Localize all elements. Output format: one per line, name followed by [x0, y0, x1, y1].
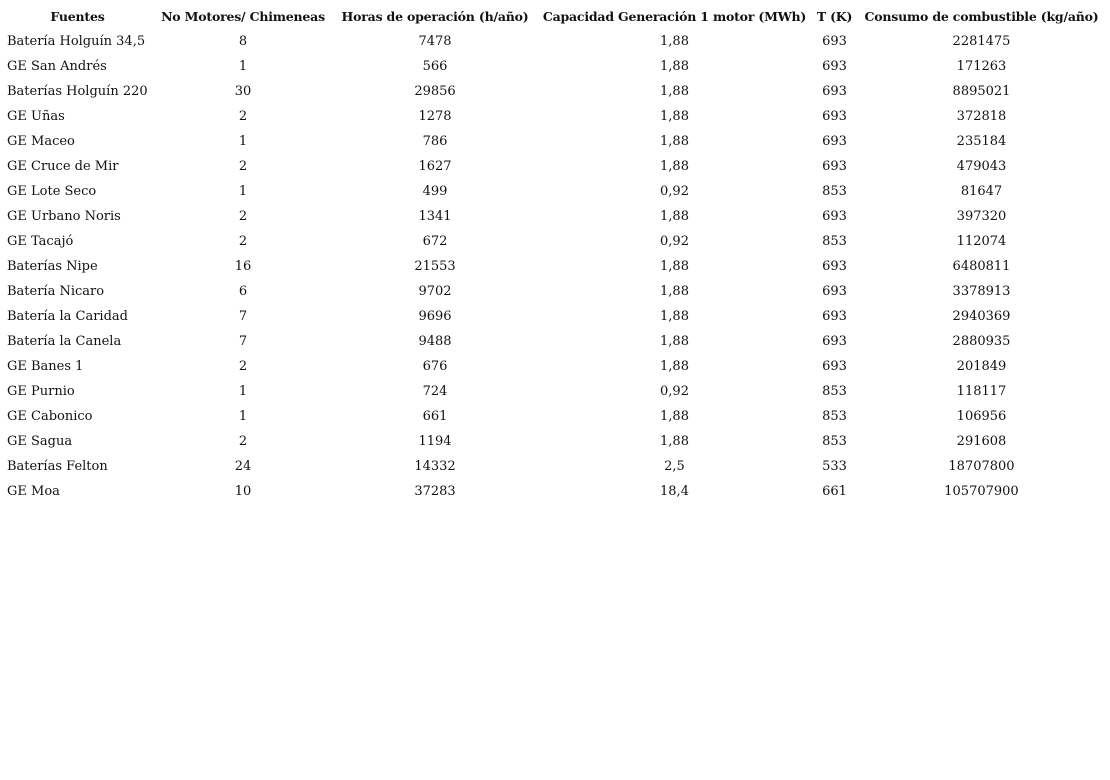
capacidad-cell: 1,88 — [660, 309, 689, 324]
fuente-cell: GE Uñas — [7, 109, 65, 124]
table-row — [3, 104, 1107, 129]
consumo-cell: 171263 — [956, 59, 1007, 74]
horas-cell: 566 — [422, 59, 448, 74]
fuente-cell: GE Cabonico — [7, 409, 93, 424]
motores-cell: 1 — [238, 134, 248, 149]
fuente-cell: Batería la Canela — [7, 334, 122, 349]
horas-cell: 1194 — [418, 434, 452, 449]
table-row — [3, 154, 1107, 179]
header-consumo: Consumo de combustible (kg/año) — [864, 9, 1099, 24]
capacidad-cell: 1,88 — [660, 84, 689, 99]
header-horas: Horas de operación (h/año) — [341, 9, 529, 24]
table-row — [3, 454, 1107, 479]
table-row — [3, 379, 1107, 404]
fuente-cell: GE Urbano Noris — [7, 209, 121, 224]
capacidad-cell: 1,88 — [660, 359, 689, 374]
temperatura-cell: 853 — [822, 234, 847, 249]
motores-cell: 1 — [238, 384, 248, 399]
temperatura-cell: 693 — [822, 259, 847, 274]
capacidad-cell: 2,5 — [664, 459, 685, 474]
capacidad-cell: 0,92 — [660, 234, 689, 249]
consumo-cell: 8895021 — [952, 84, 1011, 99]
table-row — [3, 279, 1107, 304]
temperatura-cell: 853 — [822, 434, 847, 449]
consumo-cell: 112074 — [956, 234, 1007, 249]
motores-cell: 8 — [238, 34, 248, 49]
table-row — [3, 204, 1107, 229]
temperatura-cell: 693 — [822, 109, 847, 124]
fuente-cell: Baterías Felton — [7, 459, 108, 474]
horas-cell: 7478 — [418, 34, 452, 49]
consumo-cell: 479043 — [956, 159, 1007, 174]
motores-cell: 2 — [238, 159, 248, 174]
consumo-cell: 397320 — [956, 209, 1007, 224]
header-motores: No Motores/ Chimeneas — [161, 9, 325, 24]
fuente-cell: GE Moa — [7, 484, 60, 499]
header-fuentes: Fuentes — [50, 9, 105, 24]
temperatura-cell: 693 — [822, 359, 847, 374]
capacidad-cell: 0,92 — [660, 384, 689, 399]
fuente-cell: Batería Nicaro — [7, 284, 105, 299]
consumo-cell: 3378913 — [952, 284, 1011, 299]
motores-cell: 30 — [234, 84, 252, 99]
temperatura-cell: 693 — [822, 334, 847, 349]
temperatura-cell: 693 — [822, 34, 847, 49]
capacidad-cell: 1,88 — [660, 334, 689, 349]
horas-cell: 661 — [422, 409, 448, 424]
capacidad-cell: 1,88 — [660, 259, 689, 274]
fuente-cell: GE Tacajó — [7, 234, 74, 249]
consumo-cell: 81647 — [960, 184, 1003, 199]
temperatura-cell: 693 — [822, 284, 847, 299]
spreadsheet-area — [3, 4, 1107, 504]
data-table — [3, 4, 1107, 504]
table-body — [3, 29, 1107, 504]
temperatura-cell: 853 — [822, 384, 847, 399]
consumo-cell: 201849 — [956, 359, 1007, 374]
motores-cell: 7 — [238, 334, 248, 349]
capacidad-cell: 1,88 — [660, 284, 689, 299]
horas-cell: 37283 — [414, 484, 456, 499]
table-row — [3, 29, 1107, 54]
motores-cell: 10 — [234, 484, 252, 499]
capacidad-cell: 1,88 — [660, 209, 689, 224]
table-row — [3, 304, 1107, 329]
capacidad-cell: 0,92 — [660, 184, 689, 199]
capacidad-cell: 1,88 — [660, 34, 689, 49]
capacidad-cell: 1,88 — [660, 409, 689, 424]
temperatura-cell: 853 — [822, 184, 847, 199]
horas-cell: 1627 — [418, 159, 452, 174]
consumo-cell: 6480811 — [952, 259, 1011, 274]
capacidad-cell: 18,4 — [660, 484, 689, 499]
table-row — [3, 54, 1107, 79]
table-row — [3, 329, 1107, 354]
horas-cell: 21553 — [414, 259, 456, 274]
fuente-cell: Baterías Holguín 220 — [7, 84, 148, 99]
motores-cell: 6 — [238, 284, 248, 299]
table-row — [3, 229, 1107, 254]
horas-cell: 1278 — [418, 109, 452, 124]
motores-cell: 2 — [238, 209, 248, 224]
temperatura-cell: 693 — [822, 209, 847, 224]
motores-cell: 2 — [238, 359, 248, 374]
consumo-cell: 105707900 — [944, 484, 1019, 499]
horas-cell: 1341 — [418, 209, 452, 224]
horas-cell: 499 — [422, 184, 448, 199]
consumo-cell: 372818 — [956, 109, 1007, 124]
horas-cell: 676 — [422, 359, 448, 374]
table-row — [3, 479, 1107, 504]
fuente-cell: GE Maceo — [7, 134, 75, 149]
horas-cell: 9702 — [418, 284, 452, 299]
motores-cell: 7 — [238, 309, 248, 324]
table-row — [3, 79, 1107, 104]
capacidad-cell: 1,88 — [660, 434, 689, 449]
consumo-cell: 2880935 — [952, 334, 1011, 349]
fuente-cell: GE Sagua — [7, 434, 73, 449]
horas-cell: 672 — [422, 234, 448, 249]
table-row — [3, 429, 1107, 454]
fuente-cell: Batería la Caridad — [7, 309, 128, 324]
temperatura-cell: 661 — [822, 484, 847, 499]
table-row — [3, 404, 1107, 429]
horas-cell: 29856 — [414, 84, 456, 99]
consumo-cell: 118117 — [956, 384, 1007, 399]
consumo-cell: 106956 — [956, 409, 1007, 424]
consumo-cell: 2281475 — [952, 34, 1011, 49]
table-row — [3, 254, 1107, 279]
fuente-cell: GE Purnio — [7, 384, 75, 399]
header-row — [3, 4, 1107, 29]
table-row — [3, 179, 1107, 204]
consumo-cell: 18707800 — [948, 459, 1015, 474]
motores-cell: 1 — [238, 184, 248, 199]
horas-cell: 9696 — [418, 309, 452, 324]
table-row — [3, 354, 1107, 379]
table-row — [3, 129, 1107, 154]
consumo-cell: 235184 — [956, 134, 1007, 149]
header-capacidad: Capacidad Generación 1 motor (MWh) — [542, 9, 807, 24]
capacidad-cell: 1,88 — [660, 134, 689, 149]
fuente-cell: Batería Holguín 34,5 — [7, 34, 146, 49]
temperatura-cell: 693 — [822, 309, 847, 324]
horas-cell: 14332 — [414, 459, 456, 474]
capacidad-cell: 1,88 — [660, 59, 689, 74]
temperatura-cell: 533 — [822, 459, 847, 474]
horas-cell: 786 — [422, 134, 448, 149]
temperatura-cell: 693 — [822, 134, 847, 149]
motores-cell: 2 — [238, 109, 248, 124]
motores-cell: 24 — [234, 459, 252, 474]
motores-cell: 2 — [238, 434, 248, 449]
fuente-cell: GE Lote Seco — [7, 184, 97, 199]
horas-cell: 9488 — [418, 334, 452, 349]
temperatura-cell: 693 — [822, 59, 847, 74]
motores-cell: 1 — [238, 409, 248, 424]
capacidad-cell: 1,88 — [660, 109, 689, 124]
capacidad-cell: 1,88 — [660, 159, 689, 174]
header-temperatura: T (K) — [816, 9, 853, 24]
fuente-cell: GE Banes 1 — [7, 359, 84, 374]
motores-cell: 1 — [238, 59, 248, 74]
temperatura-cell: 853 — [822, 409, 847, 424]
motores-cell: 16 — [234, 259, 252, 274]
temperatura-cell: 693 — [822, 84, 847, 99]
temperatura-cell: 693 — [822, 159, 847, 174]
motores-cell: 2 — [238, 234, 248, 249]
consumo-cell: 291608 — [956, 434, 1007, 449]
fuente-cell: Baterías Nipe — [7, 259, 98, 274]
fuente-cell: GE San Andrés — [7, 59, 107, 74]
consumo-cell: 2940369 — [952, 309, 1011, 324]
horas-cell: 724 — [422, 384, 448, 399]
fuente-cell: GE Cruce de Mir — [7, 159, 119, 174]
